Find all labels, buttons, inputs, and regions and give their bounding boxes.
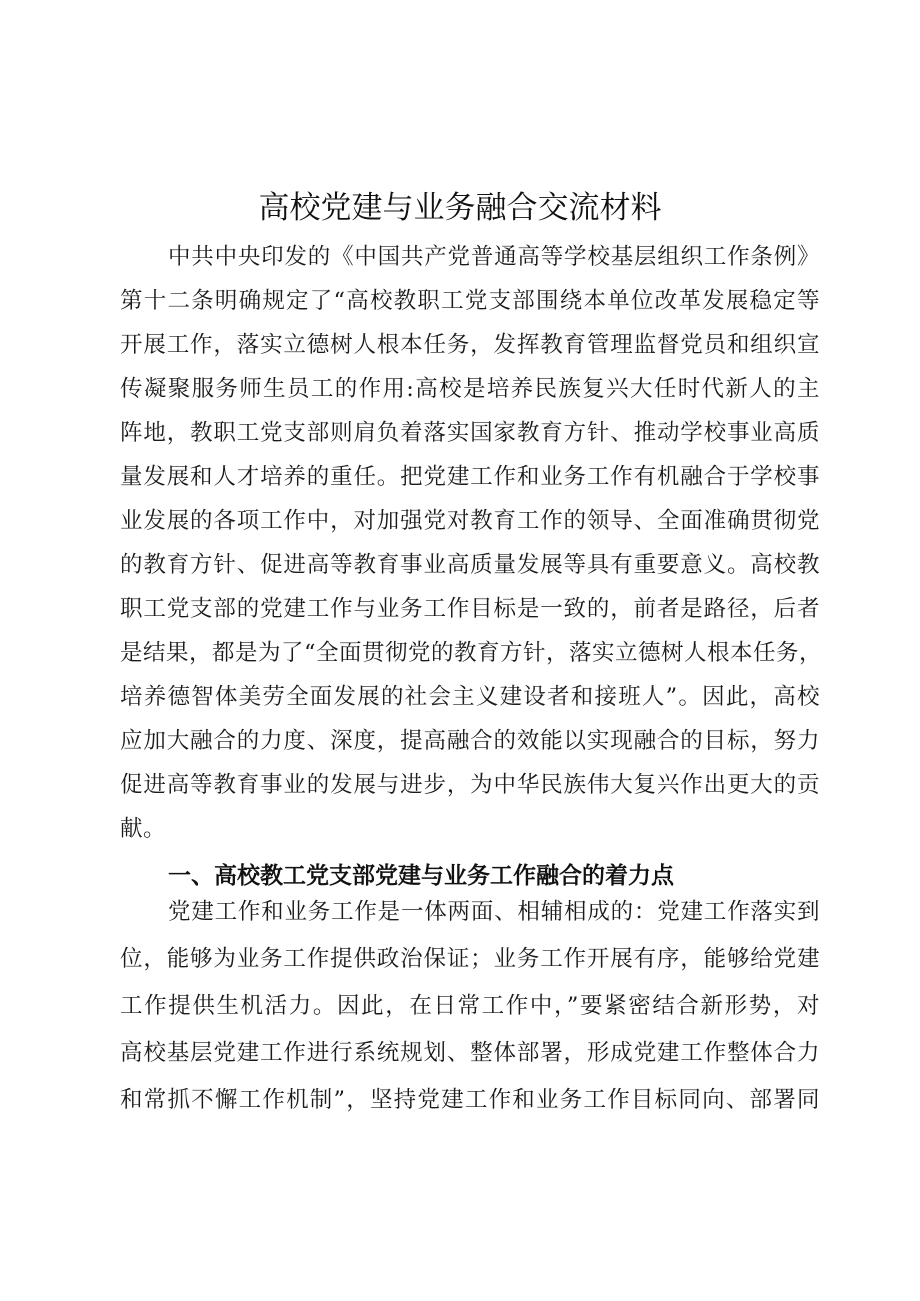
paragraph-line: 促进高等教育事业的发展与进步，为中华民族伟大复兴作出更大的贡 [120,772,820,798]
paragraph-line: 第十二条明确规定了“高校教职工党支部围绕本单位改革发展稳定等 [120,288,820,314]
paragraph-line: 培养德智体美劳全面发展的社会主义建设者和接班人”。因此，高校 [120,684,820,710]
paragraph-line: 传凝聚服务师生员工的作用:高校是培养民族复兴大任时代新人的主 [120,376,820,402]
paragraph-line: 职工党支部的党建工作与业务工作目标是一致的，前者是路径，后者 [120,596,820,622]
paragraph-line: 高校基层党建工作进行系统规划、整体部署，形成党建工作整体合力 [120,1040,820,1066]
paragraph-line: 的教育方针、促进高等教育事业高质量发展等具有重要意义。高校教 [120,552,820,578]
paragraph-line: 量发展和人才培养的重任。把党建工作和业务工作有机融合于学校事 [120,464,820,490]
paragraph-line: 和常抓不懈工作机制”，坚持党建工作和业务工作目标同向、部署同 [120,1087,820,1113]
paragraph-line: 开展工作，落实立德树人根本任务，发挥教育管理监督党员和组织宣 [120,332,820,358]
paragraph-line: 阵地，教职工党支部则肩负着落实国家教育方针、推动学校事业高质 [120,420,820,446]
document-title: 高校党建与业务融合交流材料 [258,190,662,226]
section-heading: 一、高校教工党支部党建与业务工作融合的着力点 [168,863,674,890]
paragraph-line: 献。 [120,816,167,842]
paragraph-line: 工作提供生机活力。因此，在日常工作中，”要紧密结合新形势，对 [120,993,820,1019]
paragraph-line: 中共中央印发的《中国共产党普通高等学校基层组织工作条例》 [168,244,820,270]
paragraph-line: 业发展的各项工作中，对加强党对教育工作的领导、全面准确贯彻党 [120,508,820,534]
paragraph-line: 位，能够为业务工作提供政治保证；业务工作开展有序，能够给党建 [120,946,820,972]
paragraph-line: 应加大融合的力度、深度，提高融合的效能以实现融合的目标，努力 [120,728,820,754]
paragraph-line: 党建工作和业务工作是一体两面、相辅相成的：党建工作落实到 [168,899,820,925]
paragraph-line: 是结果，都是为了“全面贯彻党的教育方针，落实立德树人根本任务， [120,640,823,666]
